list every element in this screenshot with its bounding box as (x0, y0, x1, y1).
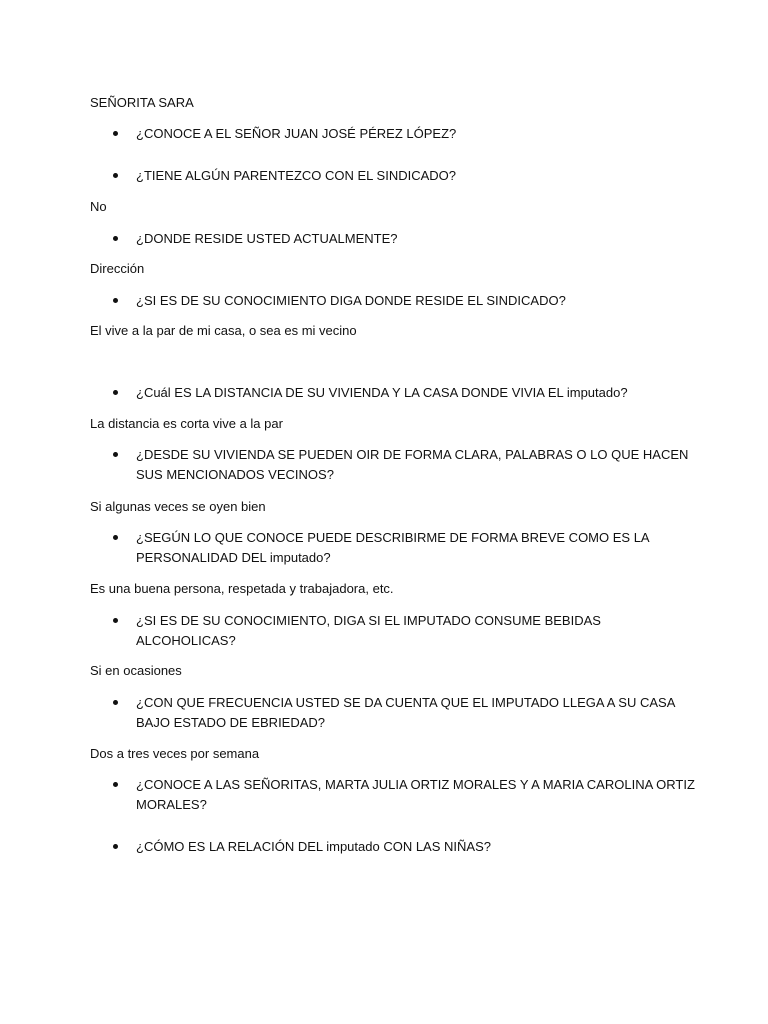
document-heading: SEÑORITA SARA (90, 95, 194, 110)
question-text: ¿DESDE SU VIVIENDA SE PUEDEN OIR DE FORMA CLARA, PALABRAS O LO QUE HACEN SUS MENCIONADOS VECINOS? (136, 447, 689, 482)
question-text: ¿CON QUE FRECUENCIA USTED SE DA CUENTA QUE EL IMPUTADO LLEGA A SU CASA BAJO ESTADO DE EBRIEDAD? (136, 695, 675, 730)
bullet-icon (113, 236, 118, 241)
bullet-icon (113, 700, 118, 705)
answer-text: No (90, 199, 107, 214)
bullet-icon (113, 298, 118, 303)
bullet-icon (113, 844, 118, 849)
question-text: ¿CONOCE A EL SEÑOR JUAN JOSÉ PÉREZ LÓPEZ? (136, 126, 457, 141)
answer-text: Es una buena persona, respetada y trabajadora, etc. (90, 581, 394, 596)
bullet-icon (113, 131, 118, 136)
question-text: ¿SI ES DE SU CONOCIMIENTO, DIGA SI EL IMPUTADO CONSUME BEBIDAS ALCOHOLICAS? (136, 613, 601, 648)
question-text: ¿DONDE RESIDE USTED ACTUALMENTE? (136, 231, 398, 246)
bullet-icon (113, 452, 118, 457)
answer-text: La distancia es corta vive a la par (90, 416, 283, 431)
bullet-icon (113, 782, 118, 787)
question-text: ¿SEGÚN LO QUE CONOCE PUEDE DESCRIBIRME DE FORMA BREVE COMO ES LA PERSONALIDAD DEL imputado? (136, 530, 649, 565)
question-text: ¿CONOCE A LAS SEÑORITAS, MARTA JULIA ORTIZ MORALES Y A MARIA CAROLINA ORTIZ MORALES? (136, 777, 695, 812)
bullet-icon (113, 390, 118, 395)
question-text: ¿CÓMO ES LA RELACIÓN DEL imputado CON LAS NIÑAS? (136, 839, 491, 854)
question-text: ¿SI ES DE SU CONOCIMIENTO DIGA DONDE RESIDE EL SINDICADO? (136, 293, 566, 308)
bullet-icon (113, 535, 118, 540)
bullet-icon (113, 618, 118, 623)
answer-text: Si en ocasiones (90, 663, 182, 678)
bullet-icon (113, 173, 118, 178)
answer-text: El vive a la par de mi casa, o sea es mi vecino (90, 323, 357, 338)
question-text: ¿Cuál ES LA DISTANCIA DE SU VIVIENDA Y LA CASA DONDE VIVIA EL imputado? (136, 385, 628, 400)
answer-text: Dos a tres veces por semana (90, 746, 260, 761)
answer-text: Si algunas veces se oyen bien (90, 499, 266, 514)
question-text: ¿TIENE ALGÚN PARENTEZCO CON EL SINDICADO? (136, 168, 456, 183)
answer-text: Dirección (90, 261, 145, 276)
